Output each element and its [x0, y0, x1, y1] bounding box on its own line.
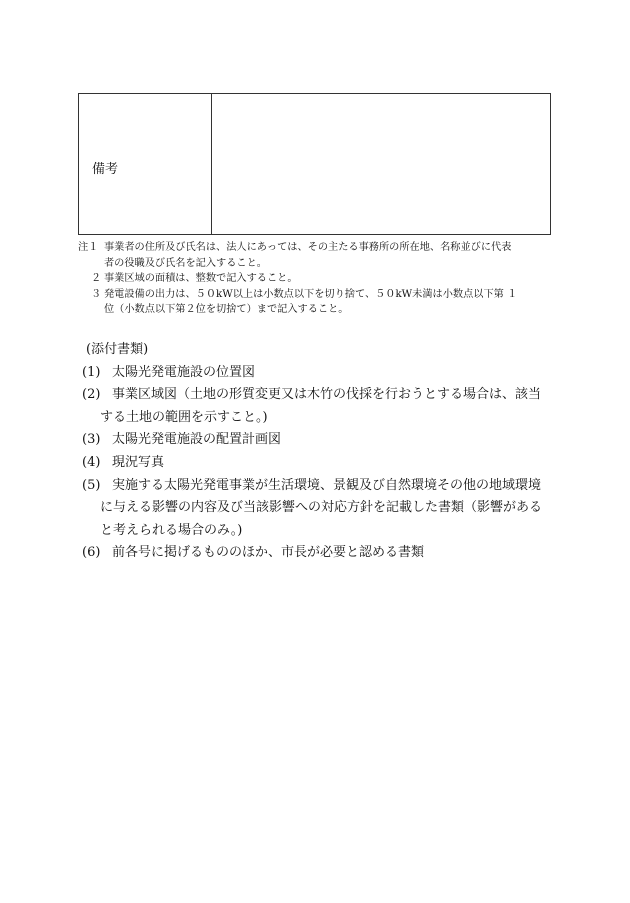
attachment-number: (2) — [82, 387, 101, 403]
note-text: 者の役職及び氏名を記入すること。 — [104, 257, 267, 269]
note-text: 位（小数点以下第２位を切捨て）まで記入すること。 — [104, 304, 349, 315]
attachment-text: 現況写真 — [112, 454, 165, 470]
attachment-item — [82, 384, 562, 429]
note-number: 注１ — [78, 242, 99, 253]
notes-section — [78, 240, 556, 318]
note-text: 事業者の住所及び氏名は、法人にあっては、その主たる事務所の所在地、名称並びに代表 — [104, 242, 512, 253]
note-number: ３ — [91, 288, 102, 300]
attachments-section — [82, 339, 562, 565]
attachment-number: (4) — [82, 454, 101, 470]
note-text: 発電設備の出力は、５０kW以上は小数点以下を切り捨て、５０kW未満は小数点以下第 １ — [104, 288, 518, 300]
attachment-item — [82, 429, 562, 452]
note-item — [78, 287, 556, 318]
attachment-item — [82, 475, 562, 543]
attachment-text: 前各号に掲げるもののほか、市長が必要と認める書類 — [112, 545, 425, 561]
attachments-heading: (添付書類) — [86, 342, 149, 357]
attachment-item — [82, 362, 562, 385]
attachment-number: (3) — [82, 432, 101, 448]
note-text: 事業区域の面積は、整数で記入すること。 — [104, 273, 298, 284]
note-item — [78, 271, 556, 287]
attachment-text: に与える影響の内容及び当該影響への対応方針を記載した書類（影響がある — [100, 500, 543, 516]
attachment-text: 太陽光発電施設の位置図 — [112, 364, 256, 380]
remarks-label-cell — [79, 94, 212, 234]
attachment-text: 実施する太陽光発電事業が生活環境、景観及び自然環境その他の地域環境 — [112, 477, 542, 493]
attachment-item — [82, 542, 562, 565]
attachment-item — [82, 452, 562, 475]
note-item — [78, 240, 556, 271]
attachment-text: と考えられる場合のみ。) — [100, 522, 243, 538]
attachment-text: する土地の範囲を示すこと。) — [100, 409, 268, 425]
remarks-content-cell — [212, 94, 550, 234]
note-number: ２ — [91, 273, 102, 284]
attachment-text: 太陽光発電施設の配置計画図 — [112, 432, 282, 448]
remarks-label: 備考 — [92, 162, 119, 177]
attachment-number: (1) — [82, 364, 101, 380]
attachment-text: 事業区域図（土地の形質変更又は木竹の伐採を行おうとする場合は、該当 — [112, 387, 542, 403]
attachment-number: (5) — [82, 477, 101, 493]
remarks-table — [78, 93, 551, 235]
attachment-number: (6) — [82, 545, 101, 561]
